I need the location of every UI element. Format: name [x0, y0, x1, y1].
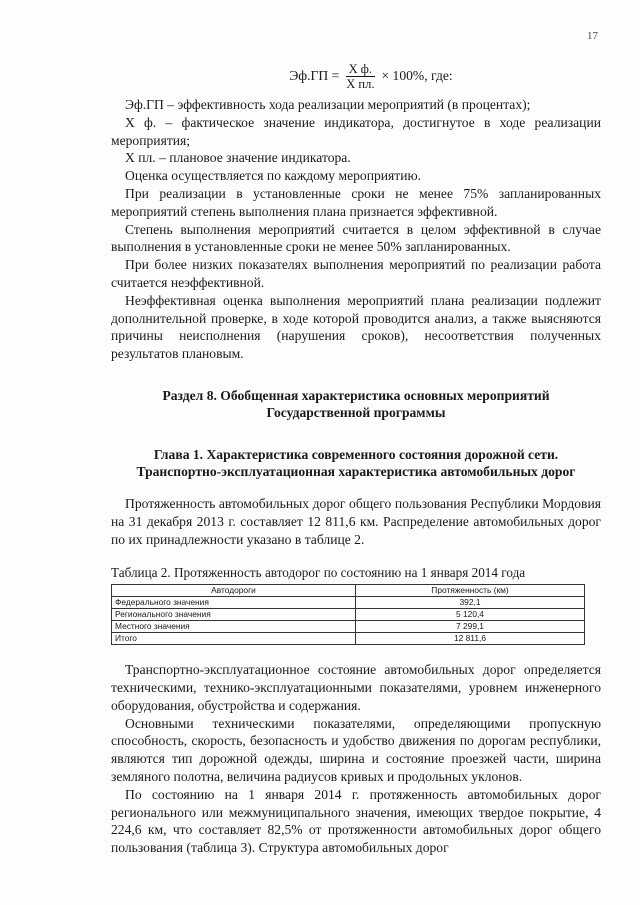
- table-cell: Федерального значения: [112, 597, 356, 609]
- table-header-row: [112, 585, 585, 597]
- section-heading: [111, 387, 601, 422]
- table-cell: 7 299,1: [356, 621, 585, 633]
- paragraph: Х ф. – фактическое значение индикатора, достигнутое в ходе реализации мероприятия;: [111, 114, 601, 148]
- section-heading-line: Раздел 8. Обобщенная характеристика основных мероприятий: [162, 387, 550, 403]
- section-heading-line: Государственной программы: [266, 405, 446, 421]
- formula-rhs: × 100%, где:: [381, 68, 453, 84]
- table-cell: 392,1: [356, 597, 585, 609]
- page-number: 17: [587, 30, 598, 42]
- table-header: Протяженность (км): [356, 585, 585, 597]
- chapter-heading-line: Транспортно-эксплуатационная характеристика автомобильных дорог: [136, 464, 576, 480]
- chapter-heading: [111, 446, 601, 481]
- table-caption: Таблица 2. Протяженность автодорог по состоянию на 1 января 2014 года: [111, 565, 526, 581]
- paragraph: Основными техническими показателями, определяющими пропускную способность, скорость, безопасность и удобство движения по дорогам республики, являются тип дорожной одежды, ширина и состояние проезжей части, ширина земляного полотна, величина радиусов кривых и продольных уклонов.: [111, 715, 601, 784]
- document-body: [111, 56, 601, 857]
- efficiency-formula: [141, 56, 601, 96]
- paragraph: Степень выполнения мероприятий считается в целом эффективной в случае выполнения в установленные сроки не менее 50% запланированных.: [111, 221, 601, 255]
- table-row: [112, 621, 585, 633]
- formula-numerator: Х ф.: [346, 62, 375, 77]
- table-cell: Регионального значения: [112, 609, 356, 621]
- table-row: [112, 609, 585, 621]
- table-row: [112, 597, 585, 609]
- formula-denominator: Х пл.: [346, 76, 375, 91]
- chapter-heading-line: Глава 1. Характеристика современного состояния дорожной сети.: [153, 446, 559, 462]
- paragraph: При реализации в установленные сроки не менее 75% запланированных мероприятий степень выполнения плана признается эффективной.: [111, 185, 601, 219]
- formula-lhs: Эф.ГП =: [289, 68, 340, 84]
- paragraph: Протяженность автомобильных дорог общего пользования Республики Мордовия на 31 декабря 2013 г. составляет 12 811,6 км. Распределение автомобильных дорог по их принадлежности указано в таблице 2.: [111, 495, 601, 547]
- roads-length-table: [111, 584, 585, 645]
- paragraph: Оценка осуществляется по каждому мероприятию.: [125, 168, 422, 184]
- table-cell: 12 811,6: [356, 633, 585, 645]
- formula-fraction: [343, 62, 377, 91]
- table-row: [112, 633, 585, 645]
- table-header: Автодороги: [112, 585, 356, 597]
- paragraph: Эф.ГП – эффективность хода реализации мероприятий (в процентах);: [125, 97, 531, 112]
- table-cell: Местного значения: [112, 621, 356, 633]
- paragraph: Неэффективная оценка выполнения мероприятий плана реализации подлежит дополнительной проверке, в ходе которой проводится анализ, а также выясняются причины неисполнения (нарушения сроков), несоответствия полученных результатов плановым.: [111, 292, 601, 362]
- paragraph: По состоянию на 1 января 2014 г. протяженность автомобильных дорог регионального или межмуниципального значения, имеющих твердое покрытие, 4 224,6 км, что составляет 82,5% от протяженности автомобильных дорог общего пользования (таблица 3). Структура автомобильных дорог: [111, 786, 601, 856]
- paragraph: Х пл. – плановое значение индикатора.: [125, 150, 351, 166]
- paragraph: Транспортно-эксплуатационное состояние автомобильных дорог определяется техническими, технико-эксплуатационными показателями, уровнем инженерного оборудования, обустройства и содержания.: [111, 662, 601, 713]
- table-cell: 5 120,4: [356, 609, 585, 621]
- paragraph: При более низких показателях выполнения мероприятий по реализации работа считается неэффективной.: [111, 257, 601, 290]
- table-cell: Итого: [112, 633, 356, 645]
